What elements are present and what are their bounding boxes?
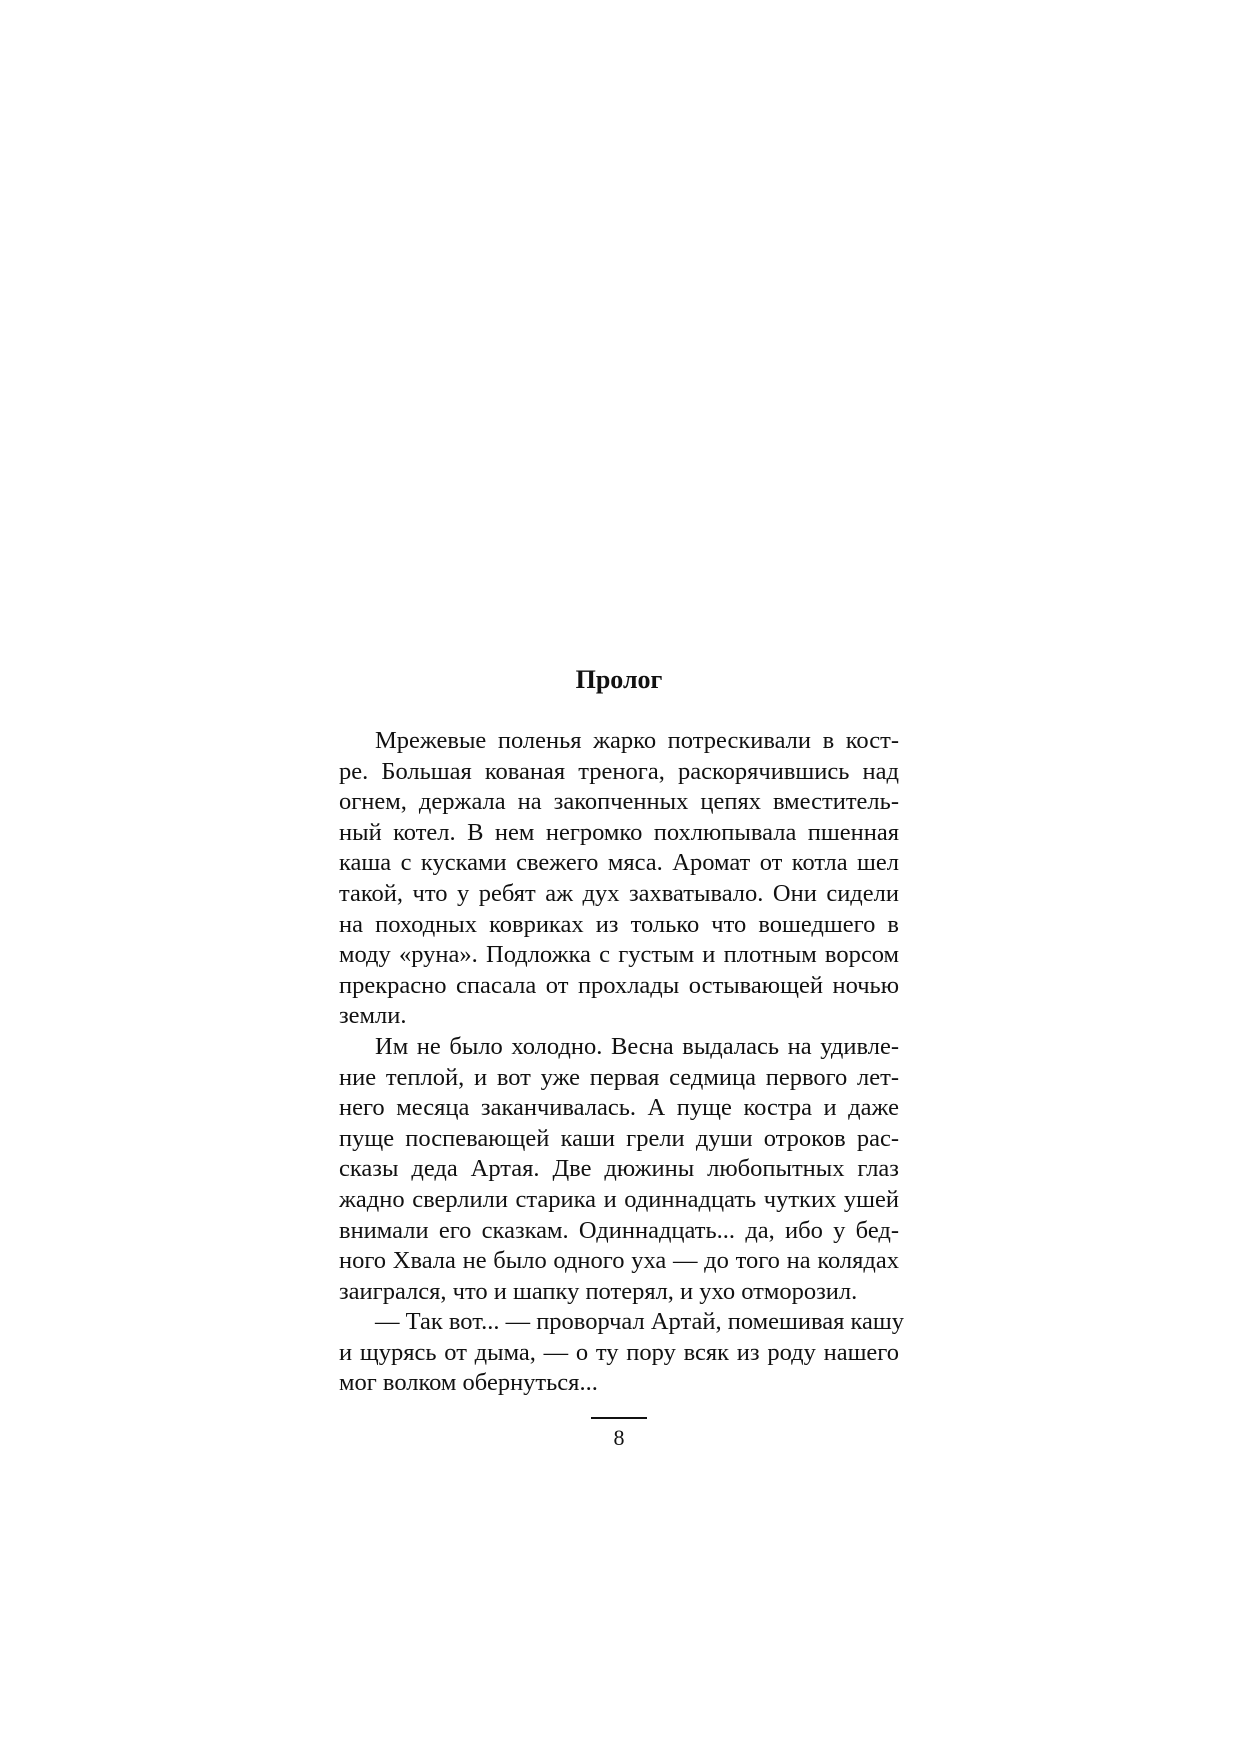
chapter-title: Пролог <box>575 665 663 694</box>
text-line: прекрасно спасала от прохлады остывающей ночью <box>339 971 899 999</box>
text-line: огнем, держала на закопченных цепях вместитель- <box>339 788 899 816</box>
paragraph <box>339 1032 899 1307</box>
text-line: внимали его сказкам. Одиннадцать... да, ибо у бед- <box>339 1216 899 1244</box>
text-line: мог волком обернуться... <box>339 1369 598 1397</box>
paragraph <box>339 1307 905 1399</box>
page-number: 8 <box>613 1424 625 1450</box>
text-line: ре. Большая кованая тренога, раскорячившись над <box>339 757 899 785</box>
text-line: такой, что у ребят аж дух захватывало. Они сидели <box>339 879 899 907</box>
text-line: и щурясь от дыма, — о ту пору всяк из роду нашего <box>339 1338 899 1366</box>
text-line: Им не было холодно. Весна выдалась на удивле- <box>375 1032 899 1060</box>
text-line: каша с кусками свежего мяса. Аромат от котла шел <box>339 849 899 877</box>
text-line: — Так вот... — проворчал Артай, помешивая кашу <box>375 1308 905 1336</box>
text-line: сказы деда Артая. Две дюжины любопытных глаз <box>339 1155 899 1183</box>
text-line: ного Хвала не было одного уха — до того на колядах <box>339 1247 899 1275</box>
text-line: моду «руна». Подложка с густым и плотным ворсом <box>339 941 899 969</box>
text-line: земли. <box>339 1002 407 1030</box>
text-line: Мрежевые поленья жарко потрескивали в кост- <box>375 727 899 754</box>
text-column <box>339 664 905 1451</box>
paragraph <box>339 726 899 1032</box>
text-line: заигрался, что и шапку потерял, и ухо отморозил. <box>339 1277 858 1305</box>
text-line: на походных ковриках из только что вошедшего в <box>339 910 899 938</box>
page-footer <box>339 1417 899 1451</box>
text-line: ние теплой, и вот уже первая седмица первого лет- <box>339 1063 899 1091</box>
text-line: ный котел. В нем негромко похлюпывала пшенная <box>339 818 899 846</box>
text-line: пуще поспевающей каши грели души отроков рас- <box>339 1124 899 1152</box>
text-line: него месяца заканчивалась. А пуще костра и даже <box>339 1094 899 1122</box>
text-line: жадно сверлили старика и одиннадцать чутких ушей <box>339 1185 899 1213</box>
footer-rule <box>591 1417 647 1419</box>
